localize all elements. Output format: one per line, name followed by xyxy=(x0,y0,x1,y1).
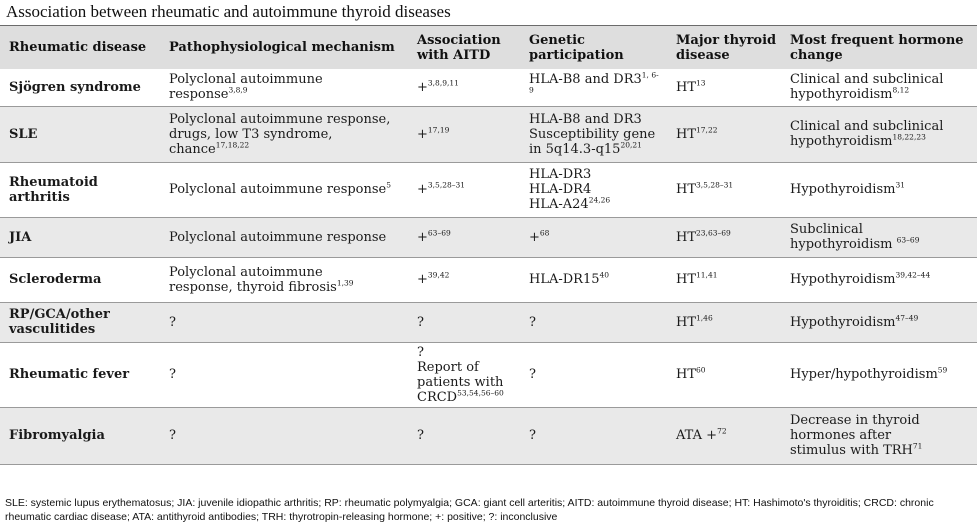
cell-text: response, thyroid fibrosis xyxy=(169,279,337,295)
cell-line xyxy=(676,182,777,197)
header-thyroid-disease: Major thyroid disease xyxy=(676,32,777,63)
cell-text: HLA-DR4 xyxy=(529,182,592,197)
cell-hormone xyxy=(781,106,977,162)
cell-text: HT xyxy=(676,272,697,287)
cell-mechanism xyxy=(160,106,408,162)
cell-hormone xyxy=(781,342,977,407)
cell-rheumatic-disease: Rheumatic fever xyxy=(9,367,130,382)
cell-text: hypothyroidism xyxy=(790,237,897,252)
cell-line xyxy=(417,345,516,360)
cell-text: ? xyxy=(529,367,536,382)
cell-association xyxy=(408,302,520,342)
reference-superscript: 3,5,28–31 xyxy=(427,180,466,190)
reference-superscript: 60 xyxy=(696,365,706,375)
cell-mechanism xyxy=(160,407,408,464)
cell-line xyxy=(529,142,663,157)
table-row xyxy=(0,257,977,302)
cell-mechanism xyxy=(160,217,408,257)
header-genetic: Genetic participation xyxy=(529,32,624,63)
reference-superscript: 40 xyxy=(599,270,610,280)
reference-superscript: 1,46 xyxy=(696,313,713,323)
cell-text: HLA-DR3 xyxy=(529,167,592,182)
cell-line xyxy=(169,367,404,382)
cell-text: Hypothyroidism xyxy=(790,272,896,287)
reference-superscript: 59 xyxy=(937,365,948,375)
cell-rheumatic-disease: RP/GCA/other vasculitides xyxy=(9,307,110,337)
cell-text: Hyper/hypothyroidism xyxy=(790,367,938,382)
cell-association xyxy=(408,162,520,217)
cell-line xyxy=(529,315,663,330)
cell-text: ? xyxy=(417,344,424,360)
cell-hormone xyxy=(781,302,977,342)
cell-text: HT xyxy=(676,314,697,330)
cell-line xyxy=(790,134,973,149)
cell-rheumatic-disease: SLE xyxy=(9,126,38,142)
cell-line xyxy=(529,197,663,212)
cell-thyroid xyxy=(667,162,781,217)
cell-text: stimulus with TRH xyxy=(790,443,913,458)
cell-text: Polyclonal autoimmune response, xyxy=(169,111,391,127)
cell-text: ? xyxy=(169,428,176,443)
cell-text: + xyxy=(417,272,428,287)
reference-superscript: 23,63–69 xyxy=(696,228,731,238)
cell-line xyxy=(790,413,973,428)
cell-rheumatic-disease: Scleroderma xyxy=(9,272,102,287)
table-row xyxy=(0,342,977,407)
cell-thyroid xyxy=(667,106,781,162)
cell-rheumatic-disease: Rheumatoid arthritis xyxy=(9,174,98,205)
cell-text: + xyxy=(417,182,428,197)
cell-hormone xyxy=(781,257,977,302)
cell-line xyxy=(790,428,973,443)
cell-hormone xyxy=(781,162,977,217)
cell-association xyxy=(408,257,520,302)
reference-superscript: 17,18,22 xyxy=(215,140,250,150)
cell-text: patients with xyxy=(417,374,504,390)
cell-text: Polyclonal autoimmune response xyxy=(169,229,387,245)
cell-thyroid xyxy=(667,69,781,106)
cell-hormone xyxy=(781,407,977,464)
cell-line xyxy=(790,72,973,87)
cell-line xyxy=(676,367,777,382)
cell-line xyxy=(790,367,973,382)
cell-line xyxy=(529,272,663,287)
cell-genetic xyxy=(520,342,667,407)
cell-line xyxy=(790,87,973,102)
reference-superscript: 17,19 xyxy=(427,125,450,135)
cell-text: Clinical and subclinical xyxy=(790,72,944,88)
table-row xyxy=(0,69,977,106)
cell-line xyxy=(169,265,404,280)
cell-line xyxy=(169,72,404,102)
cell-text: HLA-B8 and DR3 xyxy=(529,111,642,127)
reference-superscript: 63–69 xyxy=(427,228,451,238)
cell-line xyxy=(417,360,516,375)
cell-genetic xyxy=(520,407,667,464)
cell-association xyxy=(408,407,520,464)
cell-line xyxy=(529,428,663,443)
cell-rheumatic-disease: JIA xyxy=(9,229,32,245)
reference-superscript: 11,41 xyxy=(696,270,718,280)
cell-line xyxy=(169,315,404,330)
cell-text: HLA-DR15 xyxy=(529,272,600,287)
cell-genetic xyxy=(520,69,667,106)
cell-mechanism xyxy=(160,69,408,106)
cell-line xyxy=(790,237,973,252)
cell-hormone xyxy=(781,217,977,257)
cell-text: ? xyxy=(417,428,424,443)
cell-text: Clinical and subclinical xyxy=(790,119,944,134)
cell-mechanism xyxy=(160,342,408,407)
cell-genetic xyxy=(520,302,667,342)
cell-text: + xyxy=(529,229,540,245)
cell-text: HT xyxy=(676,229,697,245)
cell-line xyxy=(529,167,663,182)
table-body xyxy=(0,69,977,464)
table-row xyxy=(0,407,977,464)
reference-superscript: 13 xyxy=(696,78,706,88)
cell-text: + xyxy=(417,126,428,142)
cell-text: + xyxy=(417,79,428,95)
cell-line xyxy=(790,272,973,287)
cell-line xyxy=(417,127,516,142)
cell-text: ATA + xyxy=(676,428,718,443)
cell-text: Susceptibility gene xyxy=(529,126,656,142)
cell-mechanism xyxy=(160,257,408,302)
table-row xyxy=(0,302,977,342)
cell-text: hypothyroidism xyxy=(790,87,893,103)
cell-rheumatic-disease: Fibromyalgia xyxy=(9,428,105,443)
cell-text: HLA-B8 and DR3 xyxy=(529,72,642,88)
cell-text: Polyclonal autoimmune response xyxy=(169,72,323,103)
cell-text: HT xyxy=(676,126,697,142)
cell-line xyxy=(169,127,404,157)
cell-text: HT xyxy=(676,182,697,197)
cell-thyroid xyxy=(667,342,781,407)
cell-text: hypothyroidism xyxy=(790,134,893,149)
table-row xyxy=(0,106,977,162)
cell-association xyxy=(408,106,520,162)
reference-superscript: 18,22,23 xyxy=(892,132,926,142)
cell-line xyxy=(790,119,973,134)
cell-line xyxy=(529,112,663,127)
cell-line xyxy=(676,428,777,443)
cell-thyroid xyxy=(667,302,781,342)
reference-superscript: 20,21 xyxy=(620,140,642,150)
reference-superscript: 17,22 xyxy=(696,125,718,135)
reference-superscript: 72 xyxy=(717,426,727,436)
cell-mechanism xyxy=(160,302,408,342)
reference-superscript: 47–49 xyxy=(895,313,919,323)
cell-line xyxy=(169,230,404,245)
cell-line xyxy=(790,315,973,330)
cell-line xyxy=(529,72,663,102)
header-rheumatic-disease: Rheumatic disease xyxy=(9,40,147,55)
cell-genetic xyxy=(520,257,667,302)
table-header-row xyxy=(0,26,977,69)
cell-genetic xyxy=(520,162,667,217)
table-row xyxy=(0,217,977,257)
cell-line xyxy=(676,80,777,95)
cell-text: Hypothyroidism xyxy=(790,182,896,197)
cell-line xyxy=(529,367,663,382)
reference-superscript: 63–69 xyxy=(896,235,920,245)
table-footnote: SLE: systemic lupus erythematosus; JIA: juvenile idiopathic arthritis; RP: rheumatic polymyalgia; GCA: giant cell arteritis; AITD: autoimmune thyroid disease; HT: Hashimoto's thyroiditis; CRCD: chronic rheumatic cardiac disease; ATA: antithyroid antibodies; TRH: thyrotropin-releasing hormone; +: positive; ?: inconclusive xyxy=(5,497,934,523)
cell-text: HT xyxy=(676,79,697,95)
cell-rheumatic-disease: Sjögren syndrome xyxy=(9,79,141,95)
cell-line xyxy=(417,390,516,405)
cell-text: Decrease in thyroid xyxy=(790,413,920,428)
cell-thyroid xyxy=(667,257,781,302)
cell-line xyxy=(676,272,777,287)
cell-line xyxy=(417,80,516,95)
cell-line xyxy=(417,315,516,330)
cell-text: HLA-A24 xyxy=(529,197,589,212)
cell-line xyxy=(169,182,404,197)
reference-superscript: 53,54,56–60 xyxy=(457,388,504,398)
cell-line xyxy=(417,428,516,443)
cell-line xyxy=(790,182,973,197)
cell-line xyxy=(676,230,777,245)
cell-line xyxy=(417,230,516,245)
table-title: Association between rheumatic and autoimmune thyroid diseases xyxy=(6,2,451,21)
reference-superscript: 3,8,9,11 xyxy=(427,78,459,88)
reference-superscript: 71 xyxy=(912,441,923,451)
cell-text: Hypothyroidism xyxy=(790,314,896,330)
cell-text: in 5q14.3-q15 xyxy=(529,141,621,157)
cell-line xyxy=(676,127,777,142)
reference-superscript: 39,42 xyxy=(427,270,450,280)
cell-text: Subclinical xyxy=(790,222,863,237)
cell-line xyxy=(529,230,663,245)
header-hormone-change: Most frequent hormone change xyxy=(790,32,964,63)
reference-superscript: 39,42–44 xyxy=(895,270,931,280)
reference-superscript: 1, 6-9 xyxy=(529,70,659,95)
cell-text: ? xyxy=(417,314,424,330)
cell-line xyxy=(169,428,404,443)
cell-text: hormones after xyxy=(790,428,892,443)
reference-superscript: 3,8,9 xyxy=(228,85,248,95)
cell-genetic xyxy=(520,106,667,162)
cell-line xyxy=(676,315,777,330)
cell-line xyxy=(790,443,973,458)
association-table xyxy=(0,26,977,465)
cell-text: drugs, low T3 syndrome, chance xyxy=(169,126,333,157)
reference-superscript: 68 xyxy=(539,228,550,238)
reference-superscript: 24,26 xyxy=(588,195,611,205)
cell-text: + xyxy=(417,229,428,245)
cell-text: Polyclonal autoimmune response xyxy=(169,182,387,197)
cell-line xyxy=(417,182,516,197)
reference-superscript: 3,5,28–31 xyxy=(696,180,734,190)
cell-association xyxy=(408,217,520,257)
cell-text: ? xyxy=(169,367,176,382)
cell-line xyxy=(417,272,516,287)
cell-text: Polyclonal autoimmune xyxy=(169,264,323,280)
cell-genetic xyxy=(520,217,667,257)
cell-text: Report of xyxy=(417,359,479,375)
cell-association xyxy=(408,342,520,407)
cell-thyroid xyxy=(667,217,781,257)
cell-text: ? xyxy=(529,428,536,443)
cell-line xyxy=(529,127,663,142)
cell-line xyxy=(169,112,404,127)
cell-association xyxy=(408,69,520,106)
cell-text: ? xyxy=(169,314,176,330)
cell-line xyxy=(169,280,404,295)
reference-superscript: 8,12 xyxy=(892,85,910,95)
association-table-container xyxy=(0,25,977,465)
cell-hormone xyxy=(781,69,977,106)
cell-text: ? xyxy=(529,314,536,330)
cell-line xyxy=(790,222,973,237)
header-mechanism: Pathophysiological mechanism xyxy=(169,40,395,55)
cell-mechanism xyxy=(160,162,408,217)
cell-thyroid xyxy=(667,407,781,464)
header-association: Association with AITD xyxy=(417,32,501,63)
cell-text: CRCD xyxy=(417,389,458,405)
table-row xyxy=(0,162,977,217)
reference-superscript: 5 xyxy=(386,180,392,190)
reference-superscript: 31 xyxy=(895,180,905,190)
cell-text: HT xyxy=(676,367,697,382)
reference-superscript: 1,39 xyxy=(336,278,354,288)
